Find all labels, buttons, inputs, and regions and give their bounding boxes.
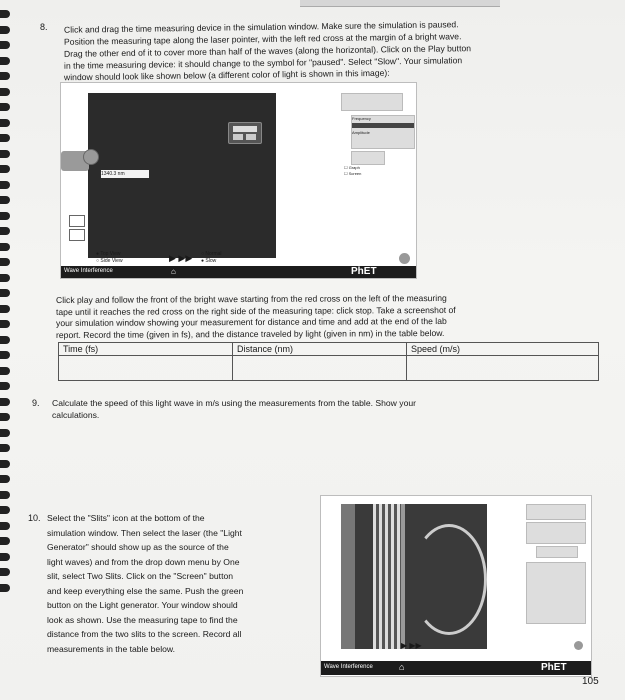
binding-ring: [0, 429, 10, 437]
phet-logo-2: PhET: [541, 662, 567, 673]
two-slit-wave-area: [341, 504, 496, 649]
text-line: measurements in the table below.: [47, 643, 176, 654]
reset-icon-2[interactable]: [574, 641, 583, 650]
distance-cell[interactable]: [233, 356, 407, 381]
binding-ring: [0, 522, 10, 530]
diffraction-pattern: [411, 524, 487, 635]
stopwatch-display: [233, 126, 257, 132]
slit-barrier: [401, 504, 405, 649]
sim-navbar-2: [321, 661, 591, 675]
binding-ring: [0, 10, 10, 18]
binding-ring: [0, 243, 10, 251]
text-line: Click and drag the time measuring device in the simulation window. Make sure the simulation is paused.: [63, 19, 459, 35]
normal-radio[interactable]: ○ Normal: [201, 251, 222, 257]
view-options: [96, 251, 123, 265]
text-line: Drag the other end of it to cover more than half of the waves (along the horizontal). Click on the Play button: [63, 43, 472, 59]
binding-ring: [0, 584, 10, 592]
binding-ring: [0, 336, 10, 344]
text-line: distance from the two slits to the screen. Record all: [47, 629, 242, 639]
screen-checkbox[interactable]: ☐ Screen: [344, 171, 362, 176]
binding-ring: [0, 289, 10, 297]
binding-ring: [0, 475, 10, 483]
tool-icons-2: [536, 546, 578, 558]
binding-ring: [0, 444, 10, 452]
binding-ring: [0, 165, 10, 173]
slow-radio[interactable]: ● Slow: [201, 258, 217, 264]
waves-icon: [69, 215, 85, 227]
binding-ring: [0, 367, 10, 375]
sim-title: Wave Interference: [64, 268, 113, 274]
binding-ring: [0, 41, 10, 49]
home-icon[interactable]: ⌂: [171, 267, 176, 276]
side-view-radio[interactable]: ○ Side View: [96, 258, 123, 264]
binding-ring: [0, 320, 10, 328]
frequency-label: Frequency: [352, 116, 371, 121]
binding-ring: [0, 382, 10, 390]
stopwatch-reset-icon: [246, 134, 256, 140]
reset-icon[interactable]: [399, 253, 410, 264]
binding-ring: [0, 212, 10, 220]
binding-ring: [0, 196, 10, 204]
table-row: [59, 356, 599, 381]
text-line: tape until it reaches the red cross on the right side of the measuring tape: click stop. Take a screenshot of: [55, 304, 456, 317]
slit-controls-panel: [526, 562, 586, 624]
speed-cell[interactable]: [407, 356, 599, 381]
data-table: [58, 342, 599, 381]
text-line: Click play and follow the front of the bright wave starting from the red cross on the left of the measuring: [55, 292, 447, 306]
simulation-screenshot-1: [60, 82, 417, 279]
question-10-number: 10.: [28, 513, 41, 523]
amplitude-label: Amplitude: [352, 130, 370, 135]
measuring-tape: 1340.3 nm: [101, 170, 149, 178]
play-step-icon[interactable]: ▶ ▶▶: [169, 253, 193, 263]
binding-ring: [0, 258, 10, 266]
text-line: Generator" should show up as the source of the: [47, 542, 229, 552]
graph-screen-options: [344, 165, 361, 177]
binding-ring: [0, 72, 10, 80]
binding-ring: [0, 506, 10, 514]
binding-ring: [0, 413, 10, 421]
sim-navbar: [61, 266, 416, 278]
binding-ring: [0, 537, 10, 545]
stopwatch: [228, 122, 262, 144]
binding-ring: [0, 26, 10, 34]
frequency-amplitude-panel: [351, 115, 415, 149]
spiral-binding: [0, 10, 14, 610]
speed-header: Speed (m/s): [407, 343, 599, 356]
binding-ring: [0, 119, 10, 127]
phet-logo: PhET: [351, 266, 377, 277]
text-line: report. Record the time (given in fs), and the distance traveled by light (given in nm) in the table below.: [55, 327, 445, 340]
simulation-screenshot-2: [320, 495, 592, 677]
light-generator-icon: [341, 504, 355, 649]
graph-checkbox[interactable]: ☐ Graph: [344, 165, 360, 170]
binding-ring: [0, 103, 10, 111]
sim-title-2: Wave Interference: [324, 664, 373, 670]
wave-pattern: [373, 504, 401, 649]
slits-icon: [69, 229, 85, 241]
text-line: Select the "Slits" icon at the bottom of the: [47, 513, 205, 523]
tool-icons: [351, 151, 385, 165]
time-header: Time (fs): [59, 343, 233, 356]
screen-controls: [341, 93, 403, 111]
frequency-panel-2: [526, 522, 586, 544]
screen-strip: [487, 504, 496, 649]
binding-ring: [0, 351, 10, 359]
question-9-number: 9.: [32, 398, 40, 408]
binding-ring: [0, 274, 10, 282]
text-line: look as shown. Use the measuring tape to find the: [47, 614, 238, 625]
laser-button-icon: [83, 149, 99, 165]
speed-options: [201, 251, 222, 265]
top-view-radio[interactable]: ● Top View: [96, 251, 121, 257]
binding-ring: [0, 568, 10, 576]
text-line: Calculate the speed of this light wave in m/s using the measurements from the table. Show your: [52, 398, 416, 408]
stopwatch-play-icon: [233, 134, 243, 140]
top-tab: [300, 0, 500, 7]
binding-ring: [0, 181, 10, 189]
time-cell[interactable]: [59, 356, 233, 381]
text-line: in the time measuring device: it should change to the symbol for "paused". Select "Slow". Your simulation: [63, 55, 463, 71]
binding-ring: [0, 398, 10, 406]
binding-ring: [0, 150, 10, 158]
text-line: calculations.: [52, 410, 100, 420]
home-icon-2[interactable]: ⌂: [399, 662, 405, 672]
distance-header: Distance (nm): [233, 343, 407, 356]
table-header-row: [59, 343, 599, 356]
text-line: window should look like shown below (a different color of light is shown in this image):: [63, 67, 390, 83]
screen-controls-2: [526, 504, 586, 520]
binding-ring: [0, 227, 10, 235]
text-line: Position the measuring tape along the laser pointer, with the left red cross at the margin of a bright wave.: [63, 31, 462, 47]
binding-ring: [0, 305, 10, 313]
binding-ring: [0, 88, 10, 96]
binding-ring: [0, 134, 10, 142]
text-line: and keep everything else the same. Push the green: [47, 585, 244, 596]
binding-ring: [0, 460, 10, 468]
frequency-slider[interactable]: [352, 123, 414, 128]
binding-ring: [0, 491, 10, 499]
binding-ring: [0, 57, 10, 65]
question-8-number: 8.: [40, 22, 48, 32]
text-line: light waves) and from the drop down menu by One: [47, 556, 240, 567]
text-line: button on the Light generator. Your window should: [47, 600, 238, 610]
play-step-icon-2[interactable]: ▶ ▶▶: [401, 641, 422, 650]
page-number: 105: [582, 676, 599, 687]
text-line: simulation window. Then select the laser (the "Light: [47, 527, 242, 538]
text-line: slit, select Two Slits. Click on the "Screen" button: [47, 571, 234, 581]
text-line: your simulation window showing your measurement for distance and time and add at the end of the lab: [55, 315, 447, 329]
binding-ring: [0, 553, 10, 561]
